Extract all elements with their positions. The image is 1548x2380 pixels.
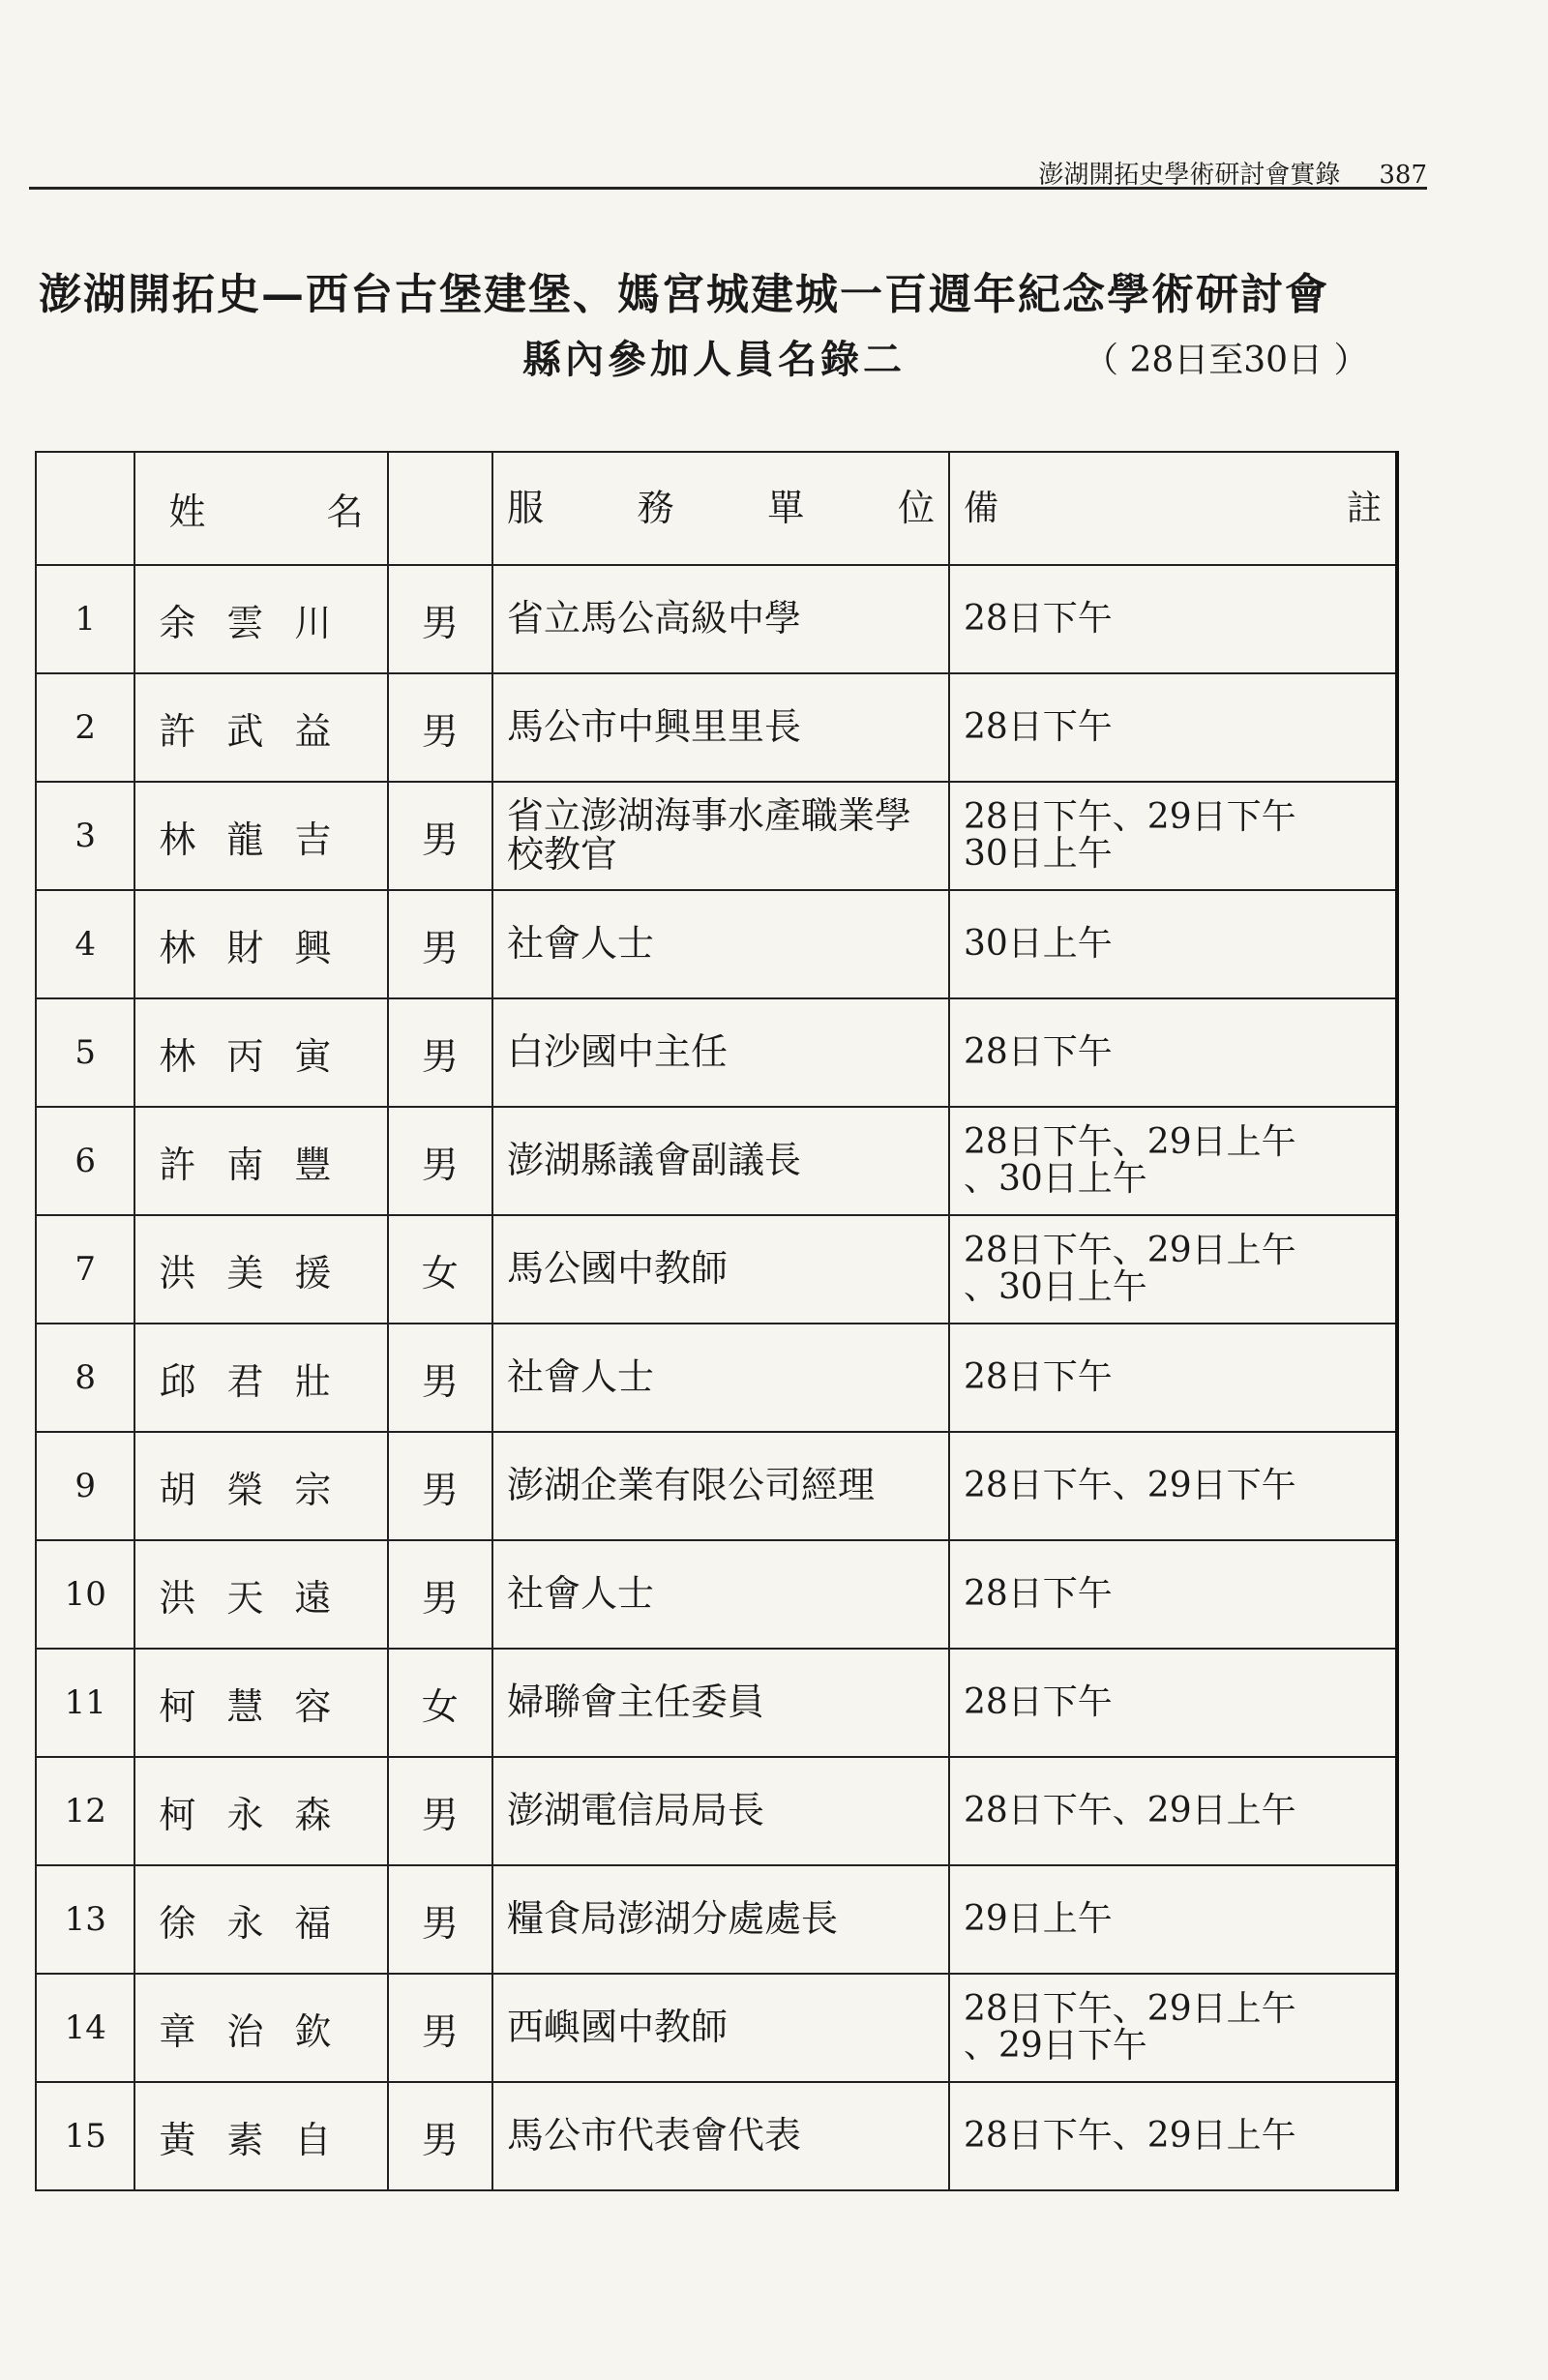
- header-note-b: 註: [1346, 488, 1382, 528]
- attendance-note: 28日下午、29日下午: [949, 1432, 1397, 1540]
- attendee-name: 邱君壯: [134, 1324, 387, 1432]
- table-header-row: [36, 452, 1397, 565]
- attendance-note: 29日上午: [949, 1865, 1397, 1974]
- attendee-name: 柯永森: [134, 1757, 387, 1865]
- header-name-b: 名: [326, 491, 364, 533]
- table-row: [36, 1540, 1397, 1649]
- attendee-unit: 馬公國中教師: [492, 1215, 949, 1324]
- attendance-note: 30日上午: [949, 890, 1397, 998]
- attendance-note: 28日下午: [949, 565, 1397, 673]
- table-row: [36, 1324, 1397, 1432]
- attendance-note: 28日下午、29日上午 、30日上午: [949, 1215, 1397, 1324]
- row-number: 14: [36, 1974, 134, 2082]
- attendee-name: 洪天遠: [134, 1540, 387, 1649]
- attendee-sex: 男: [388, 1540, 492, 1649]
- row-number: 10: [36, 1540, 134, 1649]
- attendee-sex: 男: [388, 565, 492, 673]
- row-number: 1: [36, 565, 134, 673]
- attendee-unit: 社會人士: [492, 890, 949, 998]
- attendee-name: 徐永福: [134, 1865, 387, 1974]
- header-sex: [388, 452, 492, 565]
- attendance-note: 28日下午: [949, 673, 1397, 782]
- attendance-note: 28日下午: [949, 998, 1397, 1107]
- attendee-sex: 男: [388, 890, 492, 998]
- table-row: [36, 1107, 1397, 1215]
- table-row: [36, 673, 1397, 782]
- attendee-table: [35, 451, 1399, 2191]
- attendee-name: 胡榮宗: [134, 1432, 387, 1540]
- attendance-note: 28日下午、29日上午: [949, 2082, 1397, 2190]
- attendance-note: 28日下午: [949, 1540, 1397, 1649]
- page-title: 澎湖開拓史—西台古堡建堡、媽宮城建城一百週年紀念學術研討會: [39, 270, 1329, 319]
- running-head: [29, 155, 1427, 191]
- attendee-unit: 澎湖企業有限公司經理: [492, 1432, 949, 1540]
- table-row: [36, 1215, 1397, 1324]
- attendee-sex: 男: [388, 2082, 492, 2190]
- attendee-unit: 婦聯會主任委員: [492, 1649, 949, 1757]
- attendee-name: 林丙寅: [134, 998, 387, 1107]
- header-note: [949, 452, 1397, 565]
- date-range: （ 28日至30日 ）: [1084, 341, 1369, 380]
- attendee-unit: 澎湖縣議會副議長: [492, 1107, 949, 1215]
- table-row: [36, 998, 1397, 1107]
- attendee-name: 章治欽: [134, 1974, 387, 2082]
- attendee-unit: 省立澎湖海事水產職業學校教官: [492, 782, 949, 890]
- header-unit-c: 單: [767, 486, 805, 529]
- attendee-sex: 男: [388, 782, 492, 890]
- table-row: [36, 1757, 1397, 1865]
- header-no: [36, 452, 134, 565]
- header-unit-a: 服: [506, 486, 544, 529]
- table-row: [36, 890, 1397, 998]
- attendee-sex: 男: [388, 998, 492, 1107]
- attendance-note: 28日下午、29日上午 、30日上午: [949, 1107, 1397, 1215]
- row-number: 7: [36, 1215, 134, 1324]
- attendee-sex: 男: [388, 1432, 492, 1540]
- header-name-a: 姓: [168, 491, 206, 533]
- attendee-sex: 男: [388, 1324, 492, 1432]
- attendee-name: 林龍吉: [134, 782, 387, 890]
- table-row: [36, 1649, 1397, 1757]
- attendee-sex: 男: [388, 1757, 492, 1865]
- header-name: [134, 452, 387, 565]
- row-number: 13: [36, 1865, 134, 1974]
- row-number: 5: [36, 998, 134, 1107]
- table-row: [36, 1974, 1397, 2082]
- attendee-sex: 男: [388, 1974, 492, 2082]
- row-number: 15: [36, 2082, 134, 2190]
- header-rule: [29, 187, 1427, 190]
- attendee-name: 柯慧容: [134, 1649, 387, 1757]
- row-number: 4: [36, 890, 134, 998]
- attendee-sex: 男: [388, 1107, 492, 1215]
- attendance-note: 28日下午: [949, 1324, 1397, 1432]
- attendee-sex: 女: [388, 1649, 492, 1757]
- attendee-unit: 白沙國中主任: [492, 998, 949, 1107]
- attendee-unit: 馬公市中興里里長: [492, 673, 949, 782]
- attendee-name: 黃素自: [134, 2082, 387, 2190]
- page-subtitle: 縣內參加人員名錄二: [522, 338, 906, 382]
- attendee-name: 余雲川: [134, 565, 387, 673]
- attendee-name: 許武益: [134, 673, 387, 782]
- attendance-note: 28日下午: [949, 1649, 1397, 1757]
- row-number: 8: [36, 1324, 134, 1432]
- attendance-note: 28日下午、29日下午 30日上午: [949, 782, 1397, 890]
- attendee-sex: 女: [388, 1215, 492, 1324]
- row-number: 3: [36, 782, 134, 890]
- attendee-name: 林財興: [134, 890, 387, 998]
- table-row: [36, 1865, 1397, 1974]
- table-row: [36, 2082, 1397, 2190]
- table-row: [36, 565, 1397, 673]
- attendance-note: 28日下午、29日上午 、29日下午: [949, 1974, 1397, 2082]
- attendee-sex: 男: [388, 1865, 492, 1974]
- row-number: 2: [36, 673, 134, 782]
- table-row: [36, 782, 1397, 890]
- attendee-name: 洪美援: [134, 1215, 387, 1324]
- book-title: 澎湖開拓史學術研討會實錄: [1038, 161, 1341, 190]
- attendee-unit: 西嶼國中教師: [492, 1974, 949, 2082]
- row-number: 9: [36, 1432, 134, 1540]
- subtitle-row: [39, 329, 1413, 387]
- row-number: 11: [36, 1649, 134, 1757]
- attendance-note: 28日下午、29日上午: [949, 1757, 1397, 1865]
- attendee-unit: 馬公市代表會代表: [492, 2082, 949, 2190]
- table-row: [36, 1432, 1397, 1540]
- attendee-unit: 社會人士: [492, 1540, 949, 1649]
- attendee-name: 許南豐: [134, 1107, 387, 1215]
- attendee-sex: 男: [388, 673, 492, 782]
- attendee-unit: 省立馬公高級中學: [492, 565, 949, 673]
- header-unit: [492, 452, 949, 565]
- header-note-a: 備: [963, 488, 998, 528]
- attendee-unit: 糧食局澎湖分處處長: [492, 1865, 949, 1974]
- page-number: 387: [1379, 161, 1427, 190]
- attendee-unit: 社會人士: [492, 1324, 949, 1432]
- attendee-unit: 澎湖電信局局長: [492, 1757, 949, 1865]
- row-number: 12: [36, 1757, 134, 1865]
- row-number: 6: [36, 1107, 134, 1215]
- header-unit-b: 務: [637, 486, 674, 529]
- header-unit-d: 位: [897, 486, 935, 529]
